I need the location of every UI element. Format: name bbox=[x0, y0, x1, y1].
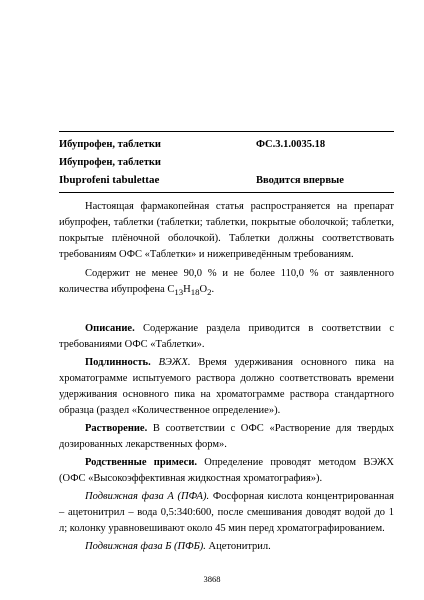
identity-method: ВЭЖХ. bbox=[150, 357, 191, 368]
identity-label: Подлинность. bbox=[85, 357, 151, 368]
phase-a-text: Фосфорная кислота концентрированная – ацетонитрил – вода 0,5:340:600, после смешивания доводят водой до 1 л; колонку уравновешивают около 45 мин перед хроматографированием. bbox=[59, 491, 395, 534]
identity-text: Время удерживания основного пика на хроматограмме испытуемого раствора должно соответствовать времени удерживания основного пика на хроматограмме раствора стандартного образца (раздел «Количественное определение»). bbox=[59, 357, 394, 416]
formula-c-subscript: 13 bbox=[174, 287, 184, 298]
impurities-text: Определение проводят методом ВЭЖХ (ОФС «Высокоэффективная жидкостная хроматография»). bbox=[59, 457, 394, 484]
dissolution-text: В соответствии с ОФС «Растворение для твердых дозированных лекарственных форм». bbox=[59, 423, 394, 450]
page-number: 3868 bbox=[203, 574, 221, 584]
phase-b-label: Подвижная фаза Б (ПФБ). bbox=[85, 541, 206, 552]
dissolution-label: Растворение. bbox=[85, 423, 148, 434]
description-text: Содержание раздела приводится в соответствии с требованиями ОФС «Таблетки». bbox=[59, 323, 394, 350]
phase-b-text: Ацетонитрил. bbox=[205, 541, 271, 552]
title-ru: Ибупрофен, таблетки bbox=[59, 139, 161, 150]
intro-paragraph: Настоящая фармакопейная статья распространяется на препарат ибупрофен, таблетки (таблетки; таблетки, покрытые оболочкой; таблетки, покрытые плёночной оболочкой). Таблетки должны соответствовать требованиям ОФС «Таблетки» и нижеприведённым требованиям. bbox=[59, 201, 394, 260]
formula-h-subscript: 18 bbox=[190, 287, 200, 298]
monograph-code: ФС.3.1.0035.18 bbox=[256, 139, 326, 150]
phase-a-label: Подвижная фаза А (ПФА). bbox=[85, 491, 210, 502]
content-text: Содержит не менее 90,0 % и не более 110,0 % от заявленного количества ибупрофена C bbox=[59, 268, 394, 295]
formula-end: . bbox=[211, 284, 215, 295]
description-label: Описание. bbox=[85, 323, 135, 334]
description-paragraph bbox=[59, 321, 394, 353]
phase-b-paragraph bbox=[59, 539, 394, 555]
impurities-paragraph bbox=[59, 455, 394, 487]
content-paragraph bbox=[59, 266, 394, 300]
header-bottom-rule bbox=[59, 192, 394, 193]
header-top-rule bbox=[59, 131, 394, 132]
title-latin: Ibuprofeni tabulettae bbox=[59, 174, 160, 186]
phase-a-paragraph bbox=[59, 489, 394, 537]
identity-paragraph bbox=[59, 355, 394, 419]
dissolution-paragraph bbox=[59, 421, 394, 453]
introduction-note: Вводится впервые bbox=[256, 175, 344, 186]
formula-o-letter: O bbox=[199, 284, 208, 295]
title-ru-second: Ибупрофен, таблетки bbox=[59, 157, 161, 168]
formula-h-letter: H bbox=[183, 284, 191, 295]
formula-o-subscript: 2 bbox=[207, 287, 212, 298]
impurities-label: Родственные примеси. bbox=[85, 457, 198, 468]
